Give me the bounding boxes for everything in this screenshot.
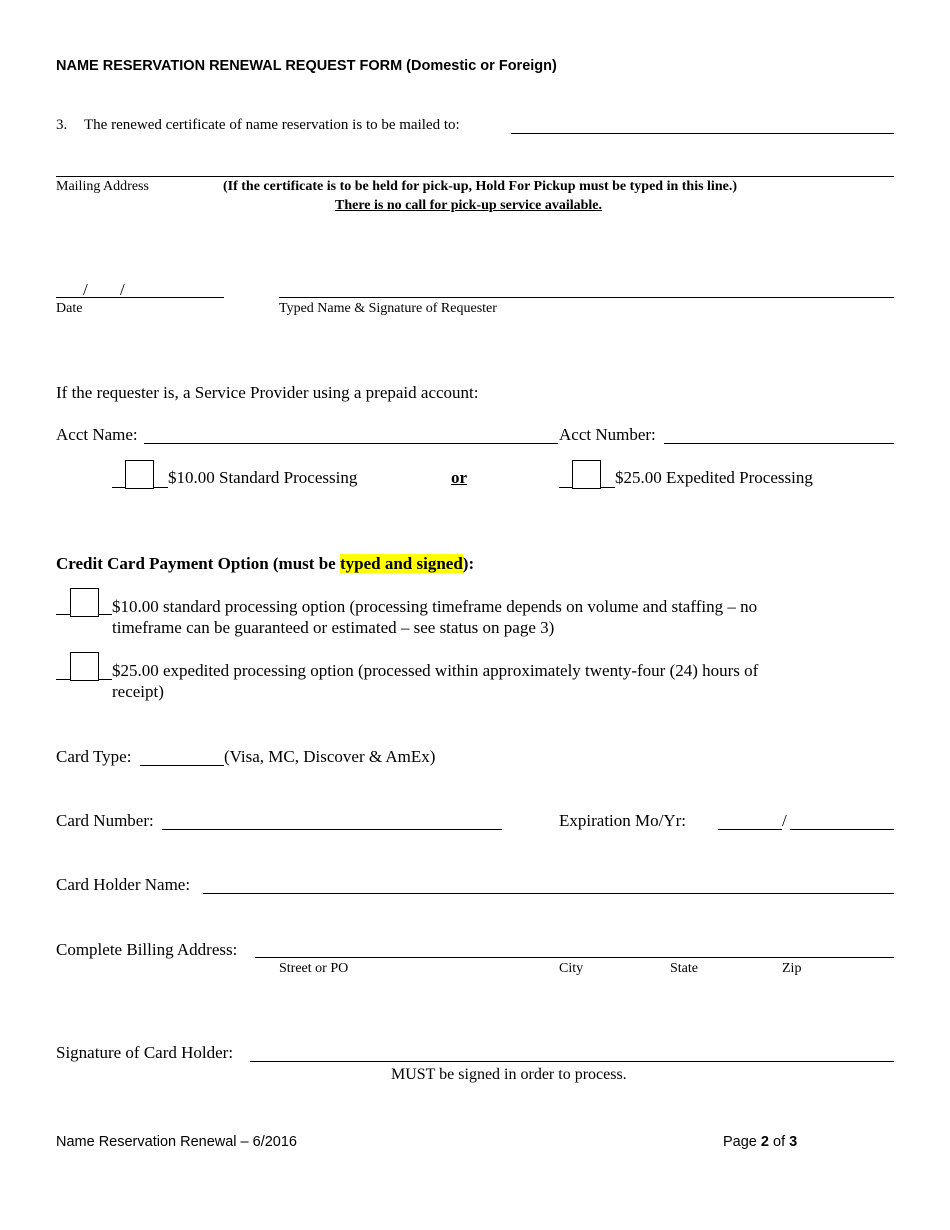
card-number-line[interactable] <box>162 829 502 830</box>
requester-signature-label: Typed Name & Signature of Requester <box>279 301 497 316</box>
date-line[interactable] <box>56 297 224 298</box>
holder-name-line[interactable] <box>203 893 894 894</box>
credit-card-heading-highlight: typed and signed <box>339 554 463 573</box>
card-type-line[interactable] <box>140 765 224 766</box>
or-separator: or <box>451 468 468 487</box>
date-slash-2: / <box>120 280 125 299</box>
acct-name-line[interactable] <box>144 443 558 444</box>
holder-name-label: Card Holder Name: <box>56 875 191 894</box>
card-type-label: Card Type: <box>56 747 132 766</box>
card-type-hint: (Visa, MC, Discover & AmEx) <box>224 747 436 766</box>
cc-standard-checkbox[interactable] <box>70 588 99 617</box>
expiration-year-line[interactable] <box>790 829 894 830</box>
standard-processing-label: $10.00 Standard Processing <box>168 468 358 487</box>
cc-expedited-text-2: receipt) <box>112 682 164 701</box>
zip-label: Zip <box>782 961 802 976</box>
card-holder-signature-line[interactable] <box>250 1061 894 1062</box>
date-slash-1: / <box>83 280 88 299</box>
cc-standard-text-1: $10.00 standard processing option (processing timeframe depends on volume and staffing – no <box>112 597 758 616</box>
credit-card-heading-suffix: ): <box>462 554 475 573</box>
card-holder-signature-label: Signature of Card Holder: <box>56 1043 234 1062</box>
expedited-processing-checkbox[interactable] <box>572 460 601 489</box>
expedited-processing-label: $25.00 Expedited Processing <box>615 468 813 487</box>
page-word: Page <box>723 1134 761 1150</box>
page-total: 3 <box>789 1134 798 1150</box>
must-sign-note: MUST be signed in order to process. <box>391 1066 627 1083</box>
page-of: of <box>768 1134 790 1150</box>
expiration-label: Expiration Mo/Yr: <box>559 811 687 830</box>
cc-expedited-checkbox[interactable] <box>70 652 99 681</box>
expiration-slash: / <box>782 811 787 830</box>
credit-card-heading-prefix: Credit Card Payment Option (must be <box>56 554 340 573</box>
street-label: Street or PO <box>279 961 349 976</box>
acct-number-line[interactable] <box>664 443 894 444</box>
mailing-address-line[interactable] <box>56 176 894 177</box>
mailing-recipient-line[interactable] <box>511 133 894 134</box>
billing-address-label: Complete Billing Address: <box>56 940 238 959</box>
form-title: NAME RESERVATION RENEWAL REQUEST FORM (Domestic or Foreign) <box>56 58 557 74</box>
credit-card-heading <box>56 554 474 574</box>
city-label: City <box>559 961 584 976</box>
item-number: 3. <box>56 117 68 133</box>
footer-document-name: Name Reservation Renewal – 6/2016 <box>56 1134 297 1150</box>
mailing-statement: The renewed certificate of name reservation is to be mailed to: <box>84 117 460 133</box>
service-provider-intro: If the requester is, a Service Provider using a prepaid account: <box>56 383 479 402</box>
cc-expedited-text-1: $25.00 expedited processing option (processed within approximately twenty-four (24) hours of <box>112 661 759 680</box>
mailing-address-label: Mailing Address <box>56 179 149 194</box>
page-current: 2 <box>760 1134 769 1150</box>
billing-address-line[interactable] <box>255 957 894 958</box>
requester-signature-line[interactable] <box>279 297 894 298</box>
footer-page-number <box>723 1134 797 1150</box>
expiration-month-line[interactable] <box>718 829 782 830</box>
cc-standard-text-2: timeframe can be guaranteed or estimated – see status on page 3) <box>112 618 555 637</box>
pickup-unavailable-note: There is no call for pick-up service available. <box>335 198 603 213</box>
date-label: Date <box>56 301 83 316</box>
pickup-note: (If the certificate is to be held for pick-up, Hold For Pickup must be typed in this line.) <box>223 179 737 194</box>
standard-processing-checkbox[interactable] <box>125 460 154 489</box>
state-label: State <box>670 961 698 976</box>
acct-number-label: Acct Number: <box>559 425 656 444</box>
card-number-label: Card Number: <box>56 811 154 830</box>
acct-name-label: Acct Name: <box>56 425 138 444</box>
